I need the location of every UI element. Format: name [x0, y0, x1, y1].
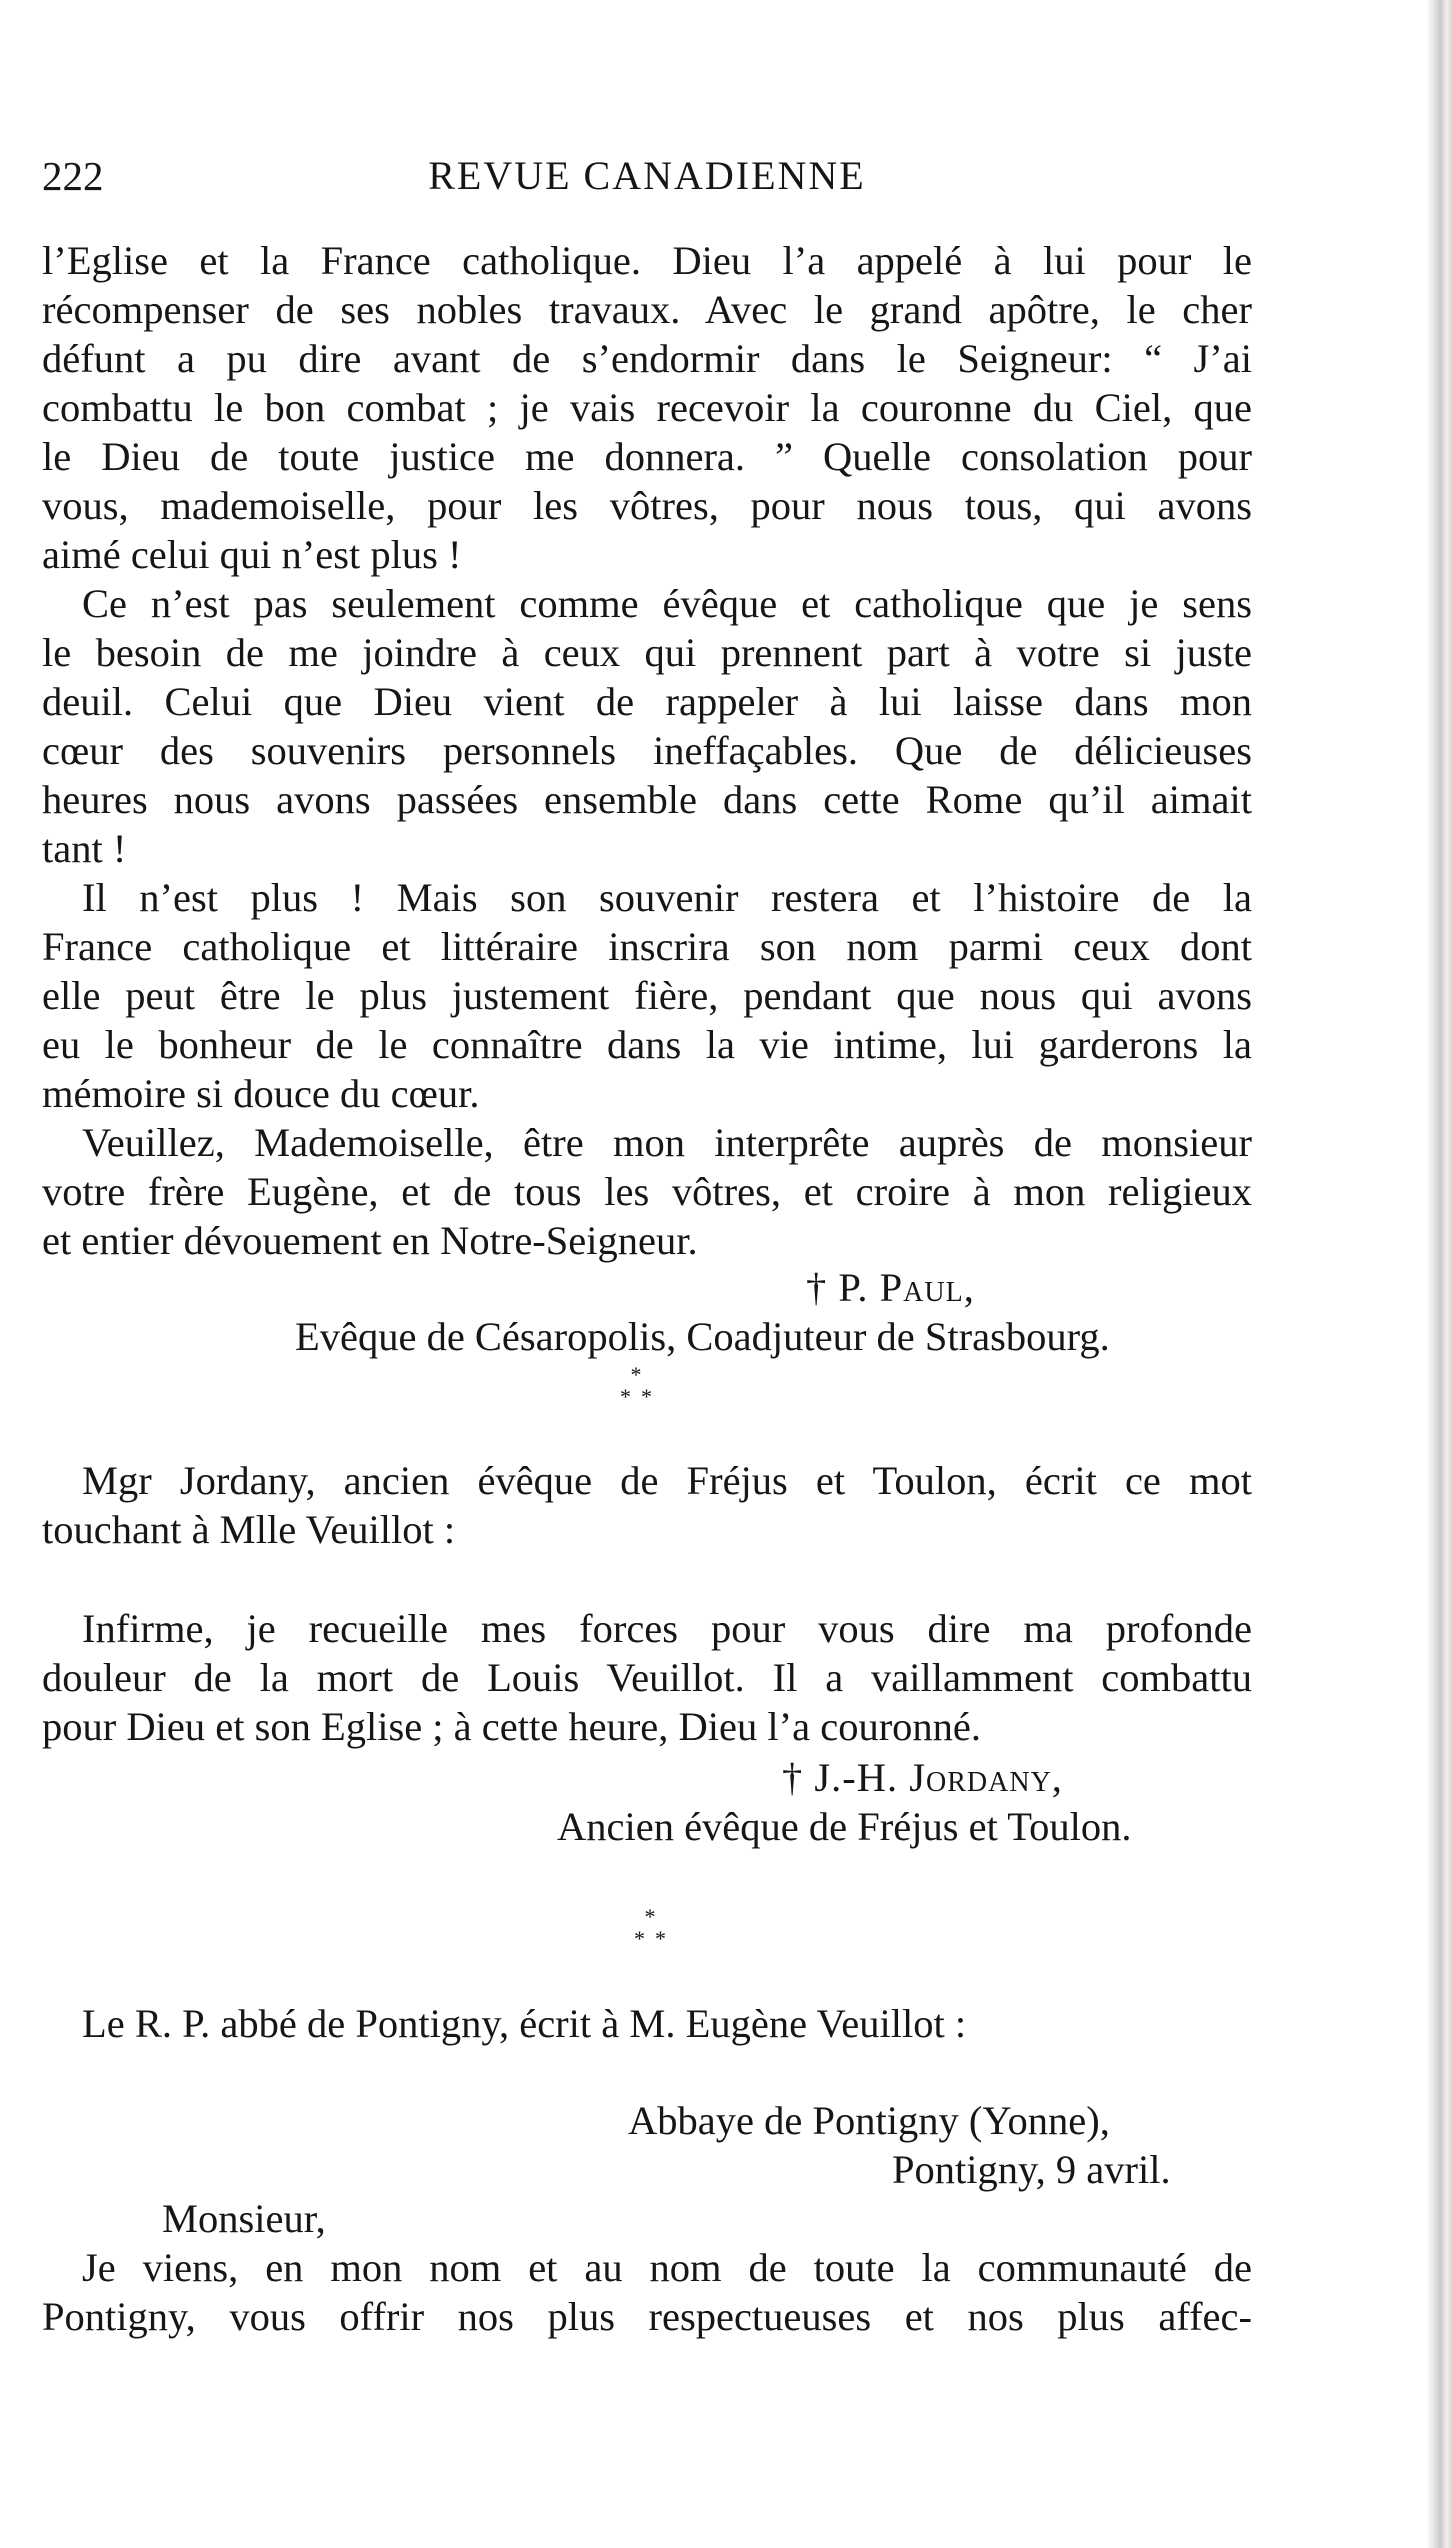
letter3-intro: Le R. P. abbé de Pontigny, écrit à M. Eugène Veuillot : — [82, 2001, 967, 2046]
text-line: le Dieu de toute justice me donnera. ” Quelle consolation pour — [42, 434, 1252, 479]
letter3-salutation: Monsieur, — [162, 2196, 326, 2241]
text-line: et entier dévouement en Notre-Seigneur. — [42, 1218, 698, 1263]
page-header — [42, 146, 1252, 206]
text-line: aimé celui qui n’est plus ! — [42, 532, 462, 577]
asterism-divider: * ** — [620, 1362, 662, 1409]
text-line: touchant à Mlle Veuillot : — [42, 1507, 456, 1552]
letter3-address-line1: Abbaye de Pontigny (Yonne), — [628, 2098, 1110, 2143]
text-line: France catholique et littéraire inscrira son nom parmi ceux dont — [42, 924, 1252, 969]
text-line: pour Dieu et son Eglise ; à cette heure, Dieu l’a couronné. — [42, 1704, 982, 1749]
letter2-signature-title: Ancien évêque de Fréjus et Toulon. — [557, 1804, 1132, 1849]
page-number: 222 — [42, 153, 104, 199]
text-line: défunt a pu dire avant de s’endormir dans le Seigneur: “ J’ai — [42, 336, 1252, 381]
text-line: eu le bonheur de le connaître dans la vie intime, lui garderons la — [42, 1022, 1252, 1067]
letter2-signature-name: † J.-H. Jordany, — [782, 1755, 1063, 1800]
text-line: vous, mademoiselle, pour les vôtres, pour nous tous, qui avons — [42, 483, 1252, 528]
text-line: deuil. Celui que Dieu vient de rappeler à lui laisse dans mon — [42, 679, 1252, 724]
text-line: Veuillez, Mademoiselle, être mon interprête auprès de monsieur — [82, 1120, 1252, 1165]
text-line: Ce n’est pas seulement comme évêque et catholique que je sens — [82, 581, 1252, 626]
page-edge-shadow — [1426, 0, 1452, 2548]
running-title: REVUE CANADIENNE — [428, 153, 866, 198]
text-line: votre frère Eugène, et de tous les vôtres, et croire à mon religieux — [42, 1169, 1252, 1214]
text-line: elle peut être le plus justement fière, pendant que nous qui avons — [42, 973, 1252, 1018]
letter2-body — [42, 1604, 1252, 1751]
letter3-body — [42, 2243, 1252, 2341]
letter2-intro — [42, 1456, 1252, 1554]
letter1-body — [42, 236, 1252, 1265]
text-line: le besoin de me joindre à ceux qui prennent part à votre si juste — [42, 630, 1252, 675]
text-line: récompenser de ses nobles travaux. Avec le grand apôtre, le cher — [42, 287, 1252, 332]
text-line: cœur des souvenirs personnels ineffaçables. Que de délicieuses — [42, 728, 1252, 773]
text-line: douleur de la mort de Louis Veuillot. Il a vaillamment combattu — [42, 1655, 1252, 1700]
letter3-address-line2: Pontigny, 9 avril. — [892, 2147, 1171, 2192]
letter1-signature-title: Evêque de Césaropolis, Coadjuteur de Strasbourg. — [295, 1314, 1110, 1359]
text-line: l’Eglise et la France catholique. Dieu l’a appelé à lui pour le — [42, 238, 1252, 283]
text-line: Pontigny, vous offrir nos plus respectueuses et nos plus affec- — [42, 2294, 1252, 2339]
letter1-signature-name: † P. Paul, — [806, 1265, 975, 1310]
text-line: Mgr Jordany, ancien évêque de Fréjus et Toulon, écrit ce mot — [82, 1458, 1252, 1503]
text-line: mémoire si douce du cœur. — [42, 1071, 480, 1116]
text-line: combattu le bon combat ; je vais recevoir la couronne du Ciel, que — [42, 385, 1252, 430]
text-line: Il n’est plus ! Mais son souvenir restera et l’histoire de la — [82, 875, 1252, 920]
text-line: Infirme, je recueille mes forces pour vous dire ma profonde — [82, 1606, 1252, 1651]
text-line: Je viens, en mon nom et au nom de toute la communauté de — [82, 2245, 1252, 2290]
asterism-divider: * ** — [634, 1904, 676, 1951]
text-line: tant ! — [42, 826, 127, 871]
text-line: heures nous avons passées ensemble dans cette Rome qu’il aimait — [42, 777, 1252, 822]
